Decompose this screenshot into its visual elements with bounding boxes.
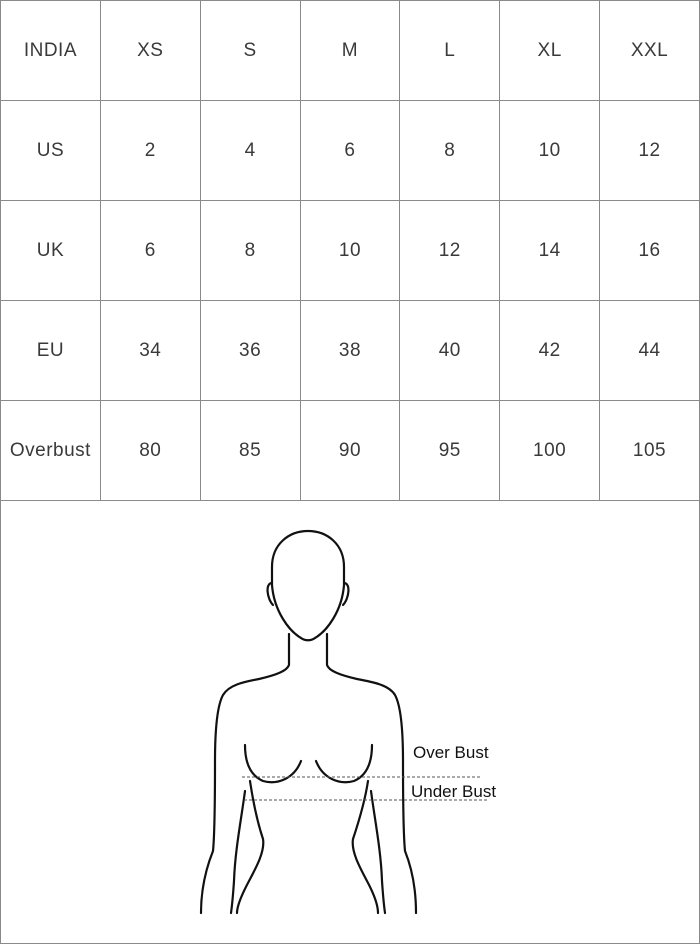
table-cell: XXL (600, 1, 700, 101)
head-outline (272, 531, 344, 640)
size-chart-table-body (1, 1, 700, 501)
table-cell: 100 (500, 401, 600, 501)
table-cell: L (400, 1, 500, 101)
under-bust-label: Under Bust (411, 782, 497, 801)
table-cell: 95 (400, 401, 500, 501)
table-cell: 85 (200, 401, 300, 501)
table-cell: 2 (100, 101, 200, 201)
table-cell: XL (500, 1, 600, 101)
table-cell: 10 (300, 201, 400, 301)
table-row (1, 301, 700, 401)
left-body-outline (201, 634, 289, 913)
right-body-outline (327, 634, 416, 913)
row-header-cell: UK (1, 201, 101, 301)
table-cell: 12 (400, 201, 500, 301)
row-header-cell: Overbust (1, 401, 101, 501)
table-cell: 8 (200, 201, 300, 301)
row-header-cell: INDIA (1, 1, 101, 101)
table-row (1, 1, 700, 101)
row-header-cell: US (1, 101, 101, 201)
table-cell: 6 (300, 101, 400, 201)
table-cell: 6 (100, 201, 200, 301)
table-cell: 42 (500, 301, 600, 401)
table-cell: 90 (300, 401, 400, 501)
table-cell: 38 (300, 301, 400, 401)
table-cell: 14 (500, 201, 600, 301)
table-row (1, 401, 700, 501)
table-row (1, 101, 700, 201)
table-cell: 34 (100, 301, 200, 401)
table-cell: 4 (200, 101, 300, 201)
body-outline-illustration (1, 501, 700, 945)
table-cell: 40 (400, 301, 500, 401)
over-bust-label: Over Bust (413, 743, 489, 762)
table-cell: 105 (600, 401, 700, 501)
row-header-cell: EU (1, 301, 101, 401)
table-row (1, 201, 700, 301)
table-cell: S (200, 1, 300, 101)
table-cell: 8 (400, 101, 500, 201)
right-torso-outline (353, 781, 378, 913)
table-cell: 16 (600, 201, 700, 301)
left-torso-outline (237, 781, 263, 913)
measurement-guide-panel (0, 500, 700, 944)
table-cell: M (300, 1, 400, 101)
table-cell: 80 (100, 401, 200, 501)
table-cell: 12 (600, 101, 700, 201)
table-cell: 10 (500, 101, 600, 201)
table-cell: 36 (200, 301, 300, 401)
table-cell: XS (100, 1, 200, 101)
table-cell: 44 (600, 301, 700, 401)
